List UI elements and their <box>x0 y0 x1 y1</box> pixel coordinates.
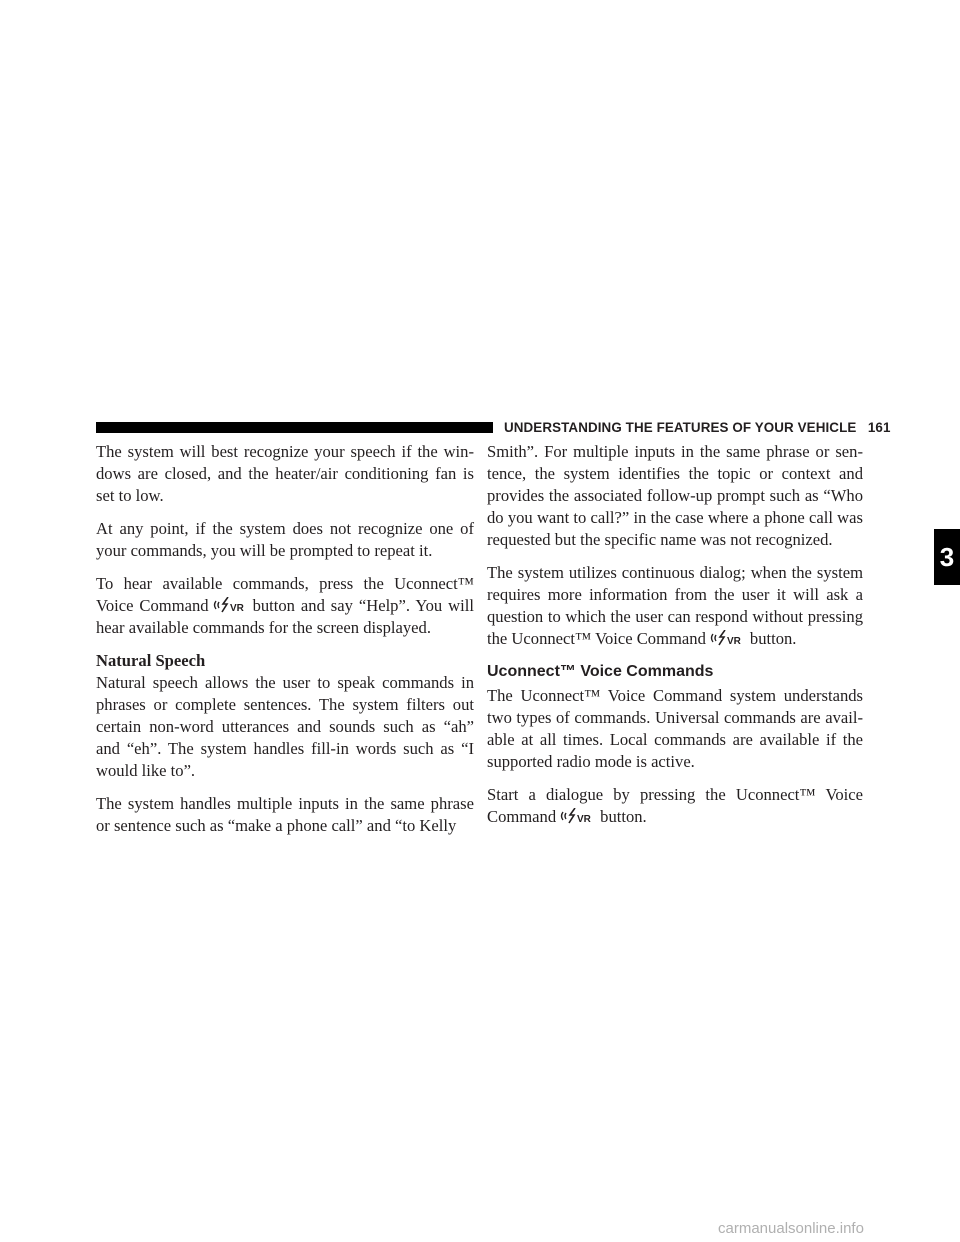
header-title: UNDERSTANDING THE FEATURES OF YOUR VEHICLE <box>504 420 857 435</box>
paragraph-continuous-dialog: The system utilizes continuous dialog; when the system requires more information from the user it will ask a question to which the user can respond without pressing the Uconnect™ Voice Command VR button. <box>487 563 863 648</box>
voice-command-icon <box>710 630 748 646</box>
paragraph-start-dialogue: Start a dialogue by pressing the Uconnect™ Voice Command VR button. <box>487 785 863 826</box>
running-header <box>504 420 891 436</box>
section-heading-voice-commands: Uconnect™ Voice Commands <box>487 663 714 680</box>
header-rule <box>96 422 493 433</box>
page-number: 161 <box>867 420 891 435</box>
paragraph-natural-speech: Natural speech allows the user to speak commands in phrases or complete sentences. The system filters out certain non-word utterances and sounds such as “ah” and “eh”. The system handles fill-in words such as “I would like to”. <box>96 673 474 780</box>
paragraph-help-command: To hear available commands, press the Uconnect™ Voice Command VR button and say “Help”. You will hear available commands for the screen displayed. <box>96 574 474 637</box>
voice-command-icon <box>560 808 598 824</box>
paragraph-repeat-prompt: At any point, if the system does not recognize one of your commands, you will be prompted to repeat it. <box>96 519 474 560</box>
paragraph-multiple-inputs: The system handles multiple inputs in the same phrase or sentence such as “make a phone call” and “to Kelly <box>96 794 474 835</box>
natural-speech-heading: Natural Speech <box>96 651 206 670</box>
paragraph-speech-recognition: The system will best recognize your speech if the win- dows are closed, and the heater/air conditioning fan is set to low. <box>96 442 474 505</box>
svg-text:VR: VR <box>577 814 592 824</box>
left-column <box>96 441 474 837</box>
watermark: carmanualsonline.info <box>718 1220 864 1237</box>
chapter-tab: 3 <box>934 529 960 585</box>
svg-text:VR: VR <box>726 636 741 646</box>
paragraph-follow-up-prompt: Smith”. For multiple inputs in the same phrase or sen- tence, the system identifies the topic or context and provides the associated follow-up prompt such as “Who do you want to call?” in the case where a phone call was requested but the specific name was not recognized. <box>487 442 863 549</box>
svg-text:VR: VR <box>229 603 244 613</box>
right-column <box>487 441 863 839</box>
paragraph-command-types: The Uconnect™ Voice Command system understands two types of commands. Universal commands are avail- able at all times. Local commands are available if the supported radio mode is active. <box>487 686 863 771</box>
voice-command-icon <box>213 597 251 613</box>
